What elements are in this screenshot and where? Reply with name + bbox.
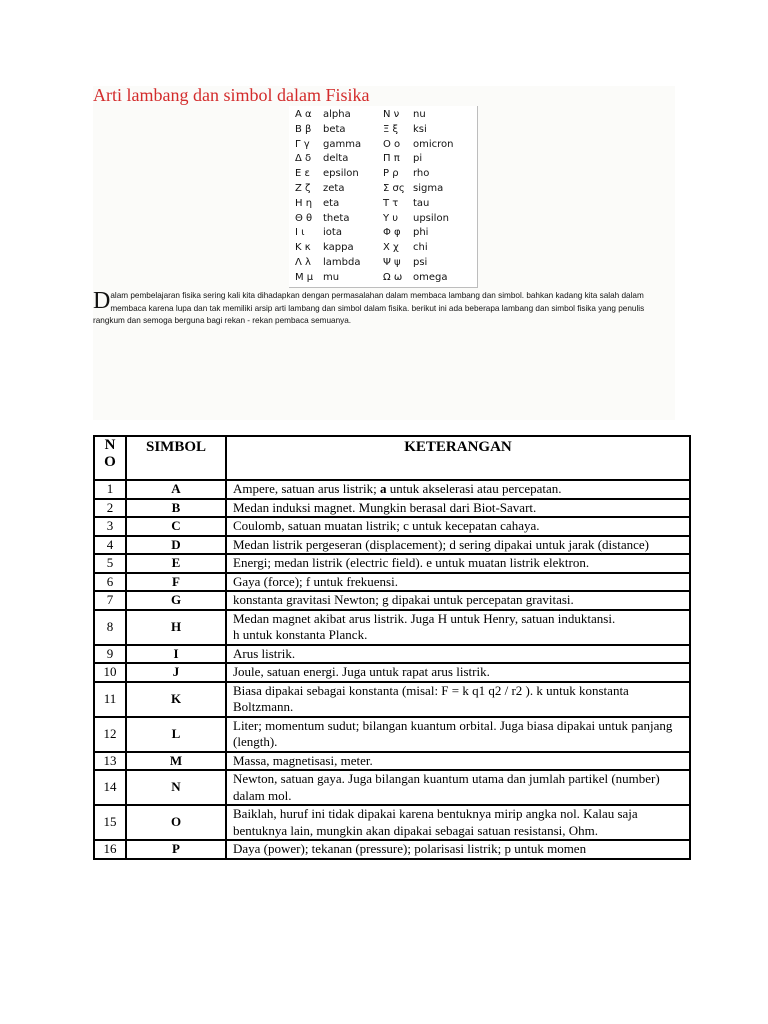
row-number: 1 (94, 480, 126, 499)
table-header-row (94, 436, 690, 480)
header-description: KETERANGAN (226, 436, 690, 480)
greek-letter: Β β (295, 123, 312, 135)
row-symbol: P (126, 840, 226, 859)
row-symbol: M (126, 752, 226, 771)
greek-row (289, 152, 478, 166)
greek-letter: Μ μ (295, 271, 314, 283)
greek-name: tau (413, 197, 430, 209)
row-description: Massa, magnetisasi, meter. (226, 752, 690, 771)
row-symbol: J (126, 663, 226, 682)
greek-row (289, 108, 478, 122)
table-row (94, 480, 690, 499)
table-row (94, 645, 690, 664)
greek-name: theta (323, 212, 350, 224)
greek-name: eta (323, 197, 340, 209)
greek-row (289, 167, 478, 181)
row-symbol: O (126, 805, 226, 840)
greek-row (289, 123, 478, 137)
row-description: Biasa dipakai sebagai konstanta (misal: F = k q1 q2 / r2 ). k untuk konstanta Boltzmann. (226, 682, 690, 717)
table-row (94, 536, 690, 555)
description-text: Ampere, satuan arus listrik; (233, 481, 380, 496)
row-symbol: A (126, 480, 226, 499)
greek-name: chi (413, 242, 428, 254)
row-symbol: I (126, 645, 226, 664)
row-number: 14 (94, 770, 126, 805)
table-row (94, 840, 690, 859)
row-symbol: G (126, 591, 226, 610)
row-description: Medan induksi magnet. Mungkin berasal dari Biot-Savart. (226, 499, 690, 518)
row-number: 2 (94, 499, 126, 518)
greek-name: zeta (323, 183, 345, 194)
greek-name: pi (413, 153, 423, 165)
greek-name: upsilon (413, 212, 449, 224)
row-description: konstanta gravitasi Newton; g dipakai untuk percepatan gravitasi. (226, 591, 690, 610)
greek-letter: Γ γ (295, 138, 310, 150)
row-symbol: L (126, 717, 226, 752)
greek-row (289, 271, 478, 285)
row-description: Newton, satuan gaya. Juga bilangan kuantum utama dan jumlah partikel (number) dalam mol. (226, 770, 690, 805)
greek-name: beta (323, 123, 346, 135)
greek-name: mu (323, 271, 340, 283)
table-row (94, 499, 690, 518)
greek-letter: Ν ν (383, 109, 400, 120)
greek-letter: Ε ε (295, 168, 310, 180)
table-row (94, 663, 690, 682)
header-no: N O (94, 436, 126, 480)
row-description: Daya (power); tekanan (pressure); polarisasi listrik; p untuk momen (226, 840, 690, 859)
greek-row (289, 138, 478, 152)
table-row (94, 573, 690, 592)
greek-letter: Κ κ (295, 242, 311, 254)
greek-letter: Ζ ζ (295, 183, 311, 194)
row-symbol: B (126, 499, 226, 518)
intro-text: alam pembelajaran fisika sering kali kita dihadapkan dengan permasalahan dalam membaca lambang dan simbol. bahkan kadang kita salah dalam membaca karena lupa dan tak memiliki arsip arti lambang dan simbol dalam fisika. berikut ini ada beberapa lambang dan simbol fisika yang penulis rangkum dan semoga berguna bagi rekan - rekan pembaca semuanya. (93, 291, 645, 325)
row-number: 13 (94, 752, 126, 771)
greek-row (289, 226, 478, 240)
header-symbol: SIMBOL (126, 436, 226, 480)
intro-dropcap: D (93, 288, 111, 314)
table-row (94, 591, 690, 610)
greek-letter: Λ λ (295, 257, 311, 268)
greek-row (289, 256, 478, 270)
greek-name: rho (413, 168, 430, 180)
row-number: 9 (94, 645, 126, 664)
greek-row (289, 212, 478, 226)
row-number: 16 (94, 840, 126, 859)
row-symbol: E (126, 554, 226, 573)
greek-name: iota (323, 227, 342, 239)
greek-letter: Α α (295, 109, 312, 120)
greek-letter: Τ τ (383, 197, 399, 209)
row-number: 5 (94, 554, 126, 573)
greek-letter: Ψ ψ (383, 257, 401, 268)
greek-letter: Χ χ (383, 242, 399, 254)
row-symbol: D (126, 536, 226, 555)
intro-paragraph (93, 290, 675, 328)
row-number: 15 (94, 805, 126, 840)
row-number: 4 (94, 536, 126, 555)
greek-letter: Ι ι (295, 227, 305, 239)
row-number: 12 (94, 717, 126, 752)
greek-name: gamma (323, 138, 362, 150)
row-description: Medan listrik pergeseran (displacement); d sering dipakai untuk jarak (distance) (226, 536, 690, 555)
row-symbol: N (126, 770, 226, 805)
symbol-table (93, 435, 691, 860)
greek-row (289, 241, 478, 255)
greek-name: nu (413, 109, 426, 120)
greek-name: alpha (323, 109, 351, 120)
greek-name: kappa (323, 242, 354, 254)
row-description: Coulomb, satuan muatan listrik; c untuk kecepatan cahaya. (226, 517, 690, 536)
greek-name: phi (413, 227, 429, 239)
greek-alphabet-image (289, 106, 478, 288)
greek-letter: Φ φ (383, 227, 401, 239)
table-row (94, 752, 690, 771)
row-description: Energi; medan listrik (electric field). e untuk muatan listrik elektron. (226, 554, 690, 573)
greek-letter: Ο ο (383, 138, 401, 150)
table-row (94, 770, 690, 805)
row-description (226, 480, 690, 499)
greek-letter: Π π (383, 153, 400, 165)
greek-name: omega (413, 271, 448, 283)
greek-name: omicron (413, 138, 454, 150)
greek-name: ksi (413, 123, 427, 135)
row-description: Baiklah, huruf ini tidak dipakai karena bentuknya mirip angka nol. Kalau saja bentuknya lain, mungkin akan dipakai sebagai satuan resistansi, Ohm. (226, 805, 690, 840)
greek-name: sigma (413, 183, 444, 194)
greek-letter: Υ υ (383, 212, 399, 224)
row-description: Liter; momentum sudut; bilangan kuantum orbital. Juga biasa dipakai untuk panjang (length). (226, 717, 690, 752)
row-number: 10 (94, 663, 126, 682)
table-row (94, 717, 690, 752)
greek-letter: Η η (295, 197, 313, 209)
row-symbol: H (126, 610, 226, 645)
table-row (94, 805, 690, 840)
greek-letter: Ρ ρ (383, 168, 399, 180)
row-description: Arus listrik. (226, 645, 690, 664)
greek-letter: Δ δ (295, 153, 312, 165)
row-number: 7 (94, 591, 126, 610)
page-title: Arti lambang dan simbol dalam Fisika (93, 85, 370, 105)
row-description: Joule, satuan energi. Juga untuk rapat arus listrik. (226, 663, 690, 682)
greek-name: lambda (323, 257, 361, 268)
row-number: 6 (94, 573, 126, 592)
table-row (94, 554, 690, 573)
row-symbol: F (126, 573, 226, 592)
table-row (94, 682, 690, 717)
row-number: 8 (94, 610, 126, 645)
table-row (94, 610, 690, 645)
greek-name: epsilon (323, 168, 359, 180)
row-symbol: K (126, 682, 226, 717)
greek-letter: Θ θ (295, 212, 313, 224)
row-symbol: C (126, 517, 226, 536)
description-text: untuk akselerasi atau percepatan. (386, 481, 562, 496)
greek-name: psi (413, 257, 428, 268)
row-description: Medan magnet akibat arus listrik. Juga H untuk Henry, satuan induktansi. h untuk konstanta Planck. (226, 610, 690, 645)
greek-row (289, 197, 478, 211)
greek-letter: Σ σς (383, 183, 405, 194)
bold-symbol: a (379, 481, 387, 496)
greek-name: delta (323, 153, 349, 165)
row-description: Gaya (force); f untuk frekuensi. (226, 573, 690, 592)
greek-letter: Ξ ξ (383, 123, 399, 135)
greek-letter: Ω ω (383, 271, 403, 283)
table-row (94, 517, 690, 536)
greek-row (289, 182, 478, 196)
row-number: 11 (94, 682, 126, 717)
row-number: 3 (94, 517, 126, 536)
